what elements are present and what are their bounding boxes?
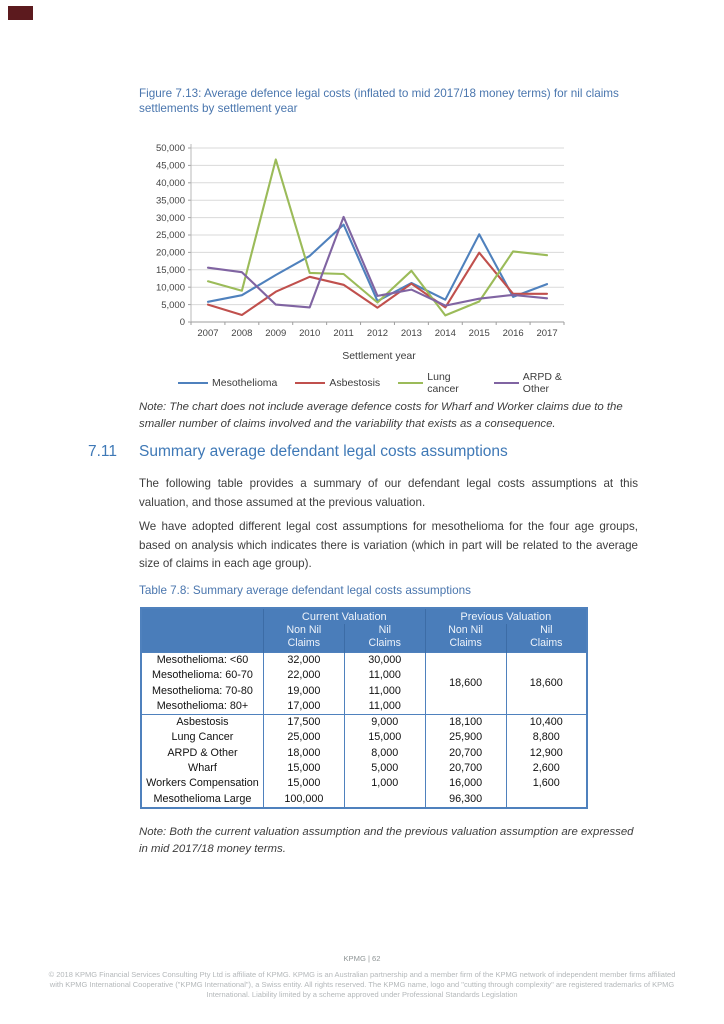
header-current-non-nil: Non Nil Claims [263,624,344,653]
svg-text:50,000: 50,000 [155,143,185,155]
table-caption: Table 7.8: Summary average defendant legal costs assumptions [139,584,471,597]
section-number: 7.11 [88,443,118,460]
chart-legend [178,371,580,395]
svg-text:2016: 2016 [502,328,524,338]
section-heading [88,443,648,461]
svg-text:2008: 2008 [231,328,253,338]
svg-text:20,000: 20,000 [155,247,185,259]
svg-text:2010: 2010 [299,328,321,338]
svg-text:10,000: 10,000 [155,282,185,294]
body-paragraph: We have adopted different legal cost assumptions for mesothelioma for the four age groups, based on analysis which indicates there is variation (which in part will be related to the average size of claims in each age group). [139,520,638,570]
table-row: Mesothelioma: 80+ 17,000 11,000 [141,699,587,715]
svg-text:40,000: 40,000 [155,178,185,189]
svg-text:0: 0 [179,317,185,329]
legend-label: Lung cancer [427,371,459,395]
svg-text:2014: 2014 [434,328,456,338]
table-row: Wharf 15,000 5,000 20,700 2,600 [141,761,587,776]
svg-text:2015: 2015 [468,328,490,338]
svg-text:5,000: 5,000 [161,299,185,311]
legend-line-swatch [295,382,325,384]
series-line-mesothelioma [208,225,547,302]
legend-line-swatch [178,382,208,384]
header-current-valuation: Current Valuation [263,608,425,624]
legend-item [494,371,580,395]
legend-line-swatch [494,382,519,384]
table-row: ARPD & Other 18,000 8,000 20,700 12,900 [141,746,587,761]
svg-text:2009: 2009 [265,328,287,338]
table-note: Note: Both the current valuation assumption and the previous valuation assumption are expressed in mid 2017/18 money terms. [139,826,634,855]
table-row: Asbestosis 17,500 9,000 18,100 10,400 [141,715,587,731]
y-axis-labels [156,143,185,328]
svg-text:2013: 2013 [400,328,422,338]
svg-text:2012: 2012 [366,328,389,338]
line-chart [150,138,580,338]
header-previous-valuation: Previous Valuation [425,608,587,624]
other-diseases-group [141,715,587,808]
header-previous-non-nil: Non Nil Claims [425,624,506,653]
header-current-nil: Nil Claims [344,624,425,653]
table-row: Mesothelioma: 60-70 22,000 11,000 [141,668,587,683]
figure-caption: Figure 7.13: Average defence legal costs (inflated to mid 2017/18 money terms) for nil claims settlements by settlement year [139,87,619,115]
svg-text:15,000: 15,000 [155,265,185,276]
mesothelioma-group [141,653,587,715]
merged-previous-non-nil: 18,600 [425,653,506,715]
svg-text:30,000: 30,000 [155,212,185,224]
svg-text:45,000: 45,000 [155,160,185,172]
table-row: Mesothelioma: 70-80 19,000 11,000 [141,684,587,699]
table-row: Workers Compensation 15,000 1,000 16,000 1,600 [141,776,587,791]
x-axis-labels [197,328,557,338]
svg-text:2007: 2007 [197,328,219,338]
table-row: Mesothelioma: <60 32,000 30,000 18,600 18,600 [141,653,587,669]
figure-note: Note: The chart does not include average defence costs for Wharf and Worker claims due to the smaller number of claims involved and the variability that exists as a consequence. [139,401,623,430]
table-header [141,608,587,653]
legend-item [398,371,476,395]
footer-copyright: © 2018 KPMG Financial Services Consulting Pty Ltd is affiliate of KPMG. KPMG is an Australian partnership and a member firm of the KPMG network of independent member firms affiliated with KPMG International Cooperative ("KPMG International"), a Swiss entity. All rights reserved. The KPMG name, logo and "cutting through complexity" are registered trademarks of KPMG International. Liability limited by a scheme approved under Professional Standards Legislation [48,970,676,999]
header-blank-cell [141,624,263,653]
line-chart-block [150,138,580,395]
series-line-arpd-other [208,217,547,308]
section-title: Summary average defendant legal costs assumptions [139,443,508,460]
legend-item [295,377,380,389]
svg-text:2011: 2011 [333,328,354,338]
legend-label: Mesothelioma [212,377,278,389]
legend-item [178,377,277,389]
legend-label: ARPD & Other [522,371,562,395]
series-line-asbestosis [208,253,547,315]
footer-page-number: KPMG | 62 [343,954,381,963]
table-row: Lung Cancer 25,000 15,000 25,900 8,800 [141,730,587,745]
body-paragraph: The following table provides a summary of our defendant legal costs assumptions at this valuation, and those assumed at the previous valuation. [139,477,638,509]
gridlines [191,148,564,305]
merged-previous-nil: 18,600 [506,653,587,715]
table-row: Mesothelioma Large 100,000 96,300 [141,792,587,808]
x-axis-title: Settlement year [342,350,416,362]
page-corner-marker [8,6,33,20]
svg-text:35,000: 35,000 [155,195,185,207]
svg-text:2017: 2017 [536,328,558,338]
legend-label: Asbestosis [329,377,381,389]
header-previous-nil: Nil Claims [506,624,587,653]
assumptions-table [140,607,588,809]
legend-line-swatch [398,382,423,384]
svg-text:25,000: 25,000 [155,230,185,242]
header-blank-cell [141,608,263,624]
